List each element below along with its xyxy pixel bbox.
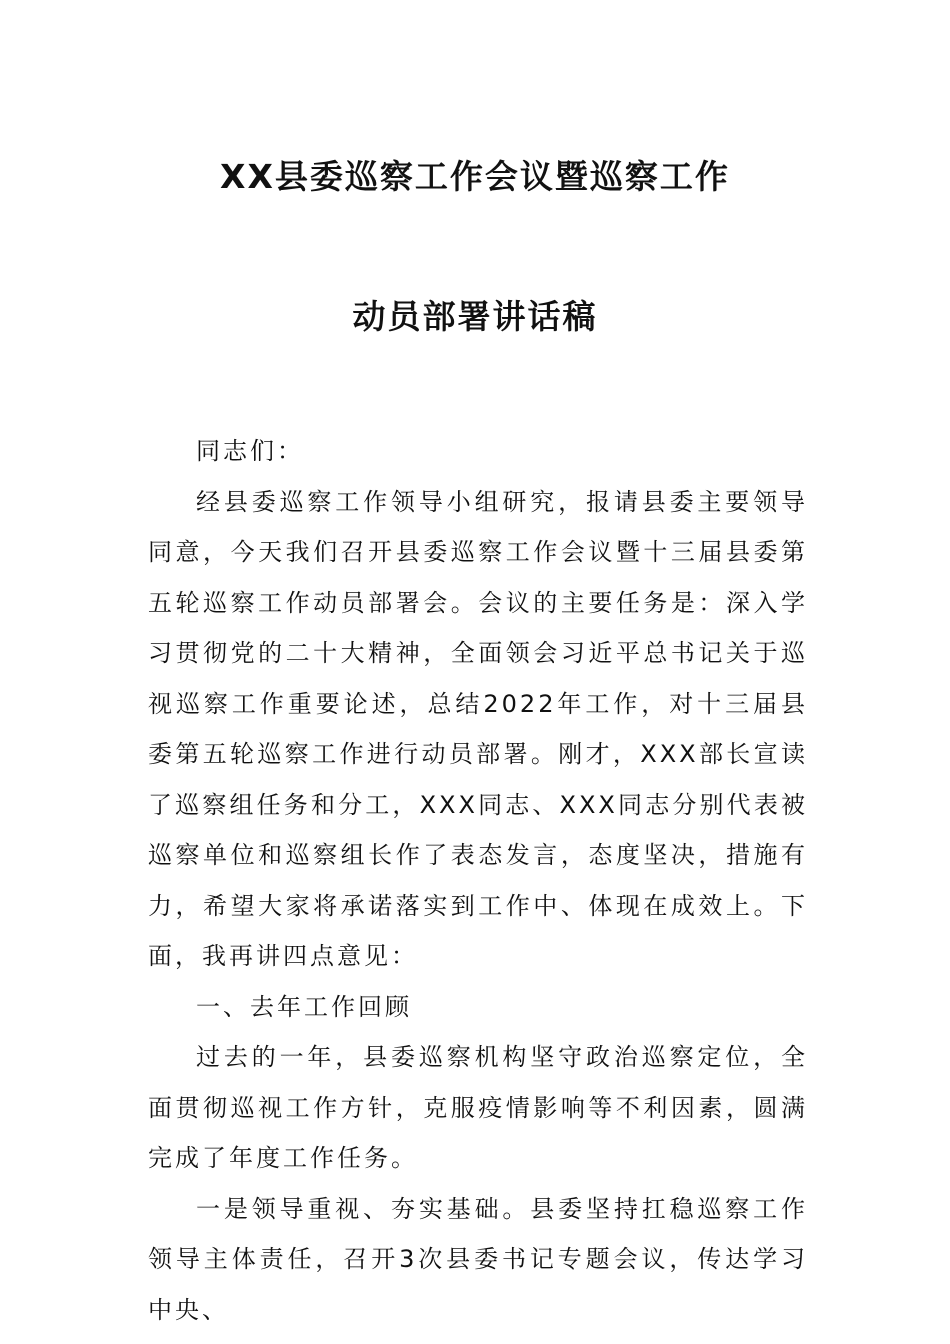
- document-title-line-1: XX县委巡察工作会议暨巡察工作: [220, 157, 730, 196]
- review-paragraph: 过去的一年，县委巡察机构坚守政治巡察定位，全面贯彻巡视工作方针，克服疫情影响等不利因素，圆满完成了年度工作任务。: [148, 1043, 808, 1172]
- intro-paragraph: 经县委巡察工作领导小组研究，报请县委主要领导同意，今天我们召开县委巡察工作会议暨十三届县委第五轮巡察工作动员部署会。会议的主要任务是：深入学习贯彻党的二十大精神，全面领会习近平总书记关于巡视巡察工作重要论述，总结2022年工作，对十三届县委第五轮巡察工作进行动员部署。刚才，XXX部长宣读了巡察组任务和分工，XXX同志、XXX同志分别代表被巡察单位和巡察组长作了表态发言，态度坚决，措施有力，希望大家将承诺落实到工作中、体现在成效上。下面，我再讲四点意见：: [148, 487, 808, 970]
- document-title-line-2: 动员部署讲话稿: [352, 297, 598, 336]
- point-one-paragraph: 一是领导重视、夯实基础。县委坚持扛稳巡察工作领导主体责任，召开3次县委书记专题会议，传达学习中央、: [148, 1194, 808, 1324]
- document-body: [148, 426, 808, 1335]
- section-heading: 一、去年工作回顾: [196, 992, 412, 1021]
- salutation-paragraph: 同志们：: [196, 437, 304, 465]
